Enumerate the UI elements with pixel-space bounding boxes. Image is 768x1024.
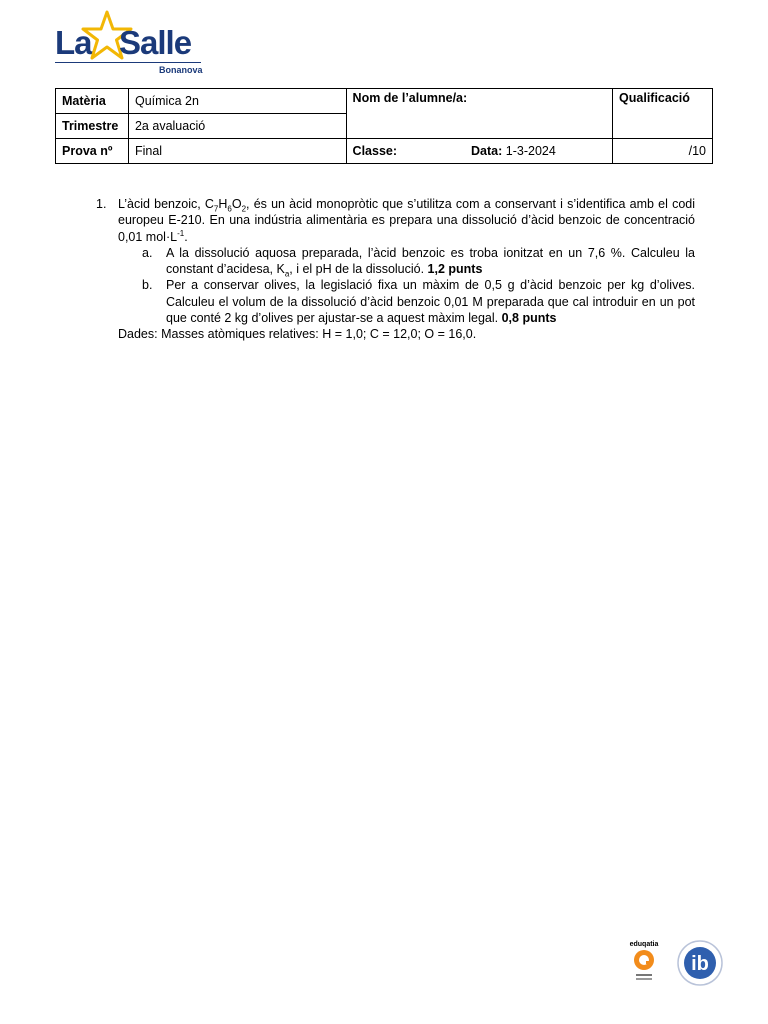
data-label: Data: [471,144,503,158]
eduqatia-ib-logos [628,938,724,988]
question-intro-cont: , és un àcid monopròtic que s’utilitza com a conservant i s’identifica amb el codi europeu E-210. En una indústria alimentària es prepara una dissolució d’àcid benzoic de concentració 0,01 mol·L [118,197,695,244]
la-salle-logo [55,10,205,76]
trimestre-label: Trimestre [56,114,129,139]
formula-o: O [231,197,242,211]
subquestion-b-label: b. [142,278,153,293]
classe-label: Classe: [352,144,398,158]
subquestion-a-text: A la dissolució aquosa preparada, l’àcid benzoic es troba ionitzat en un 7,6 %. Calculeu la constant d’acidesa, K [166,245,695,277]
logo-subtitle: Bonanova [159,65,203,75]
logo-text-la: La [55,24,92,61]
unit-sup: -1 [177,228,185,238]
subquestion-a-points: 1,2 punts [427,262,483,277]
qualification-value: /10 [613,139,713,164]
ka-sub: a [284,269,290,279]
subquestion-b-text: Per a conservar olives, la legislació fixa un màxim de 0,5 g d’àcid benzoic per kg d’olives. Calculeu el volum de la dissolució d’àcid benzoic 0,01 M preparada que cal introduir en un pot que conté 2 kg d’olives per ajustar-se a aquest màxim legal. [166,278,695,326]
student-name-label: Nom de l’alumne/a: [346,89,612,139]
question-1 [96,196,695,245]
question-intro-end: . [184,229,188,244]
logo-underline [55,62,201,63]
materia-label: Matèria [56,89,129,114]
prova-label: Prova nº [56,139,129,164]
subquestion-b-points: 0,8 punts [501,311,557,326]
exam-header-table [55,88,713,164]
qualification-label: Qualificació [613,89,713,139]
question-number: 1. [96,197,107,211]
class-date-cell [346,139,612,164]
eduqatia-logo: eduqatia [629,941,659,948]
materia-value: Química 2n [128,89,346,114]
subquestion-a-label: a. [142,245,153,260]
subquestion-a-text2: , i el pH de la dissolució. [289,262,428,277]
formula-h: H [218,197,228,211]
subquestion-a [96,245,695,278]
subquestion-b [96,277,695,326]
data-value: 1-3-2024 [505,144,556,158]
logo-text-salle: Salle [119,24,192,61]
atomic-masses-data: Dades: Masses atòmiques relatives: H = 1,0; C = 12,0; O = 16,0. [118,327,477,342]
question-block [96,196,695,343]
trimestre-value: 2a avaluació [128,114,346,139]
certification-badges [628,938,724,988]
question-intro: L’àcid benzoic, C [118,197,214,211]
formula-sub: 2 [241,204,247,214]
formula-sub: 7 [213,204,219,214]
formula-sub: 6 [227,204,232,214]
ib-logo: ib [691,953,709,975]
prova-value: Final [128,139,346,164]
